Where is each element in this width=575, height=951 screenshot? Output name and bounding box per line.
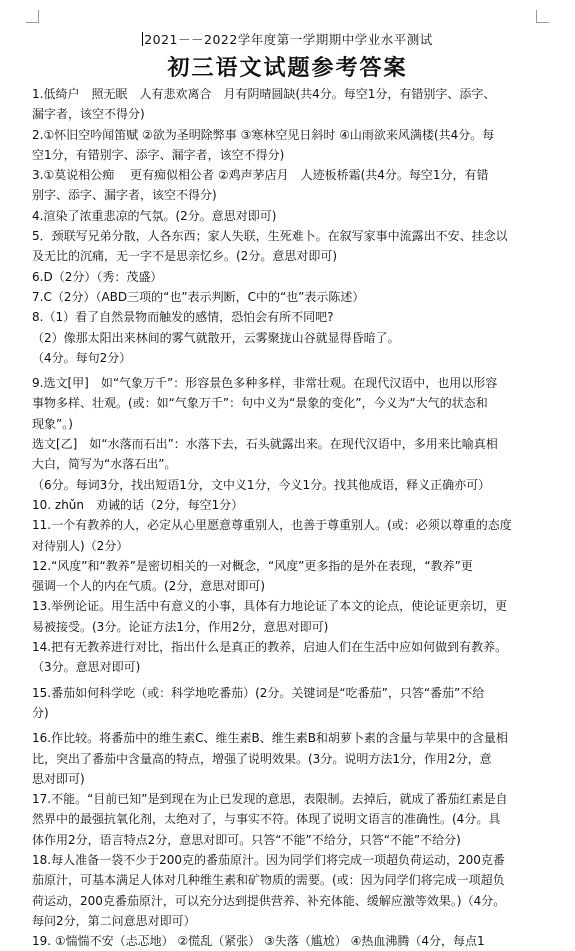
answer-line: 及无比的沉痛，无一字不是思亲忆乡。(2分。意思对即可) — [32, 249, 338, 264]
answer-line: 别字、添字、漏字者，该空不得分) — [32, 188, 217, 203]
answer-line: 7.C（2分）（ABD三项的“也”表示判断，C中的“也”表示陈述） — [32, 289, 365, 304]
exam-header — [0, 30, 575, 48]
answer-line: 12.“风度”和“教养”是密切相关的一对概念，“风度”更多指的是外在表现，“教养”更 — [32, 558, 473, 573]
answer-line: 体作用2分，语言特点2分，意思对即可。只答“不能”不给分，只答“不能”不给分) — [32, 832, 461, 847]
answer-line: 1.低绮户 照无眠 人有悲欢离合 月有阴晴圆缺(共4分。每空1分，有错别字、添字、 — [32, 87, 496, 101]
answer-line: 空1分，有错别字、添字、漏字者，该空不得分) — [32, 147, 285, 162]
answer-line: 每问2分，第二问意思对即可） — [32, 913, 196, 928]
page-title: 初三语文试题参考答案 — [167, 55, 408, 81]
answer-line: 6.D（2分）（秀：茂盛） — [32, 269, 163, 284]
answer-line: 17.不能。“目前已知”是到现在为止已发现的意思，表限制。去掉后，就成了番茄红素是自 — [32, 792, 508, 807]
answer-line: 13.举例论证。用生活中有意义的小事，具体有力地论证了本文的论点，使论证更亲切，更 — [32, 599, 508, 614]
answer-line: 10. zhǔn 劝诫的话（2分，每空1分） — [32, 497, 244, 512]
answer-line: 9.选文[甲] 如“气象万千”：形容景色多种多样，非常壮观。在现代汉语中，也用以形容 — [32, 376, 498, 391]
answer-line: 比，突出了番茄中含量高的特点，增强了说明效果。(3分。说明方法1分，作用2分，意 — [32, 751, 492, 766]
answer-line: 2.①怀旧空吟闻笛赋 ②欲为圣明除弊事 ③寒林空见日斜时 ④山雨欲来风满楼(共4分。每 — [32, 127, 495, 142]
answer-line: 18.每人准备一袋不少于200克的番茄原汁。因为同学们将完成一项超负荷运动，200克番 — [32, 852, 505, 867]
answer-line: 19. ①惴惴不安（忐忑地） ②慌乱（紧张） ③失落（尴尬） ④热血沸腾（4分，每点1 — [32, 934, 485, 949]
answer-line: 16.作比较。将番茄中的维生素C、维生素B、维生素B和胡萝卜素的含量与苹果中的含量相 — [32, 731, 508, 746]
answer-line: （6分。每词3分，找出短语1分，文中义1分，今义1分。找其他成语，释义正确亦可） — [32, 477, 491, 492]
answer-line: （4分。每句2分） — [32, 350, 132, 365]
answer-line: 茄原汁，可基本满足人体对几种维生素和矿物质的需要。(或：因为同学们将完成一项超负 — [32, 873, 505, 888]
answer-line: 选文[乙] 如“水落而石出”：水落下去，石头就露出来。在现代汉语中，多用来比喻真相 — [32, 437, 498, 452]
answer-line: 3.①莫说相公痴 更有痴似相公者 ②鸡声茅店月 人迹板桥霜(共4分。每空1分，有错 — [32, 168, 489, 183]
answer-line: 分) — [32, 705, 49, 720]
answer-line: 15.番茄如何科学吃（或：科学地吃番茄）(2分。关键词是“吃番茄”，只答“番茄”不给 — [32, 685, 485, 700]
answer-line: （3分。意思对即可) — [32, 660, 141, 675]
crop-mark-top-left — [26, 10, 39, 23]
answer-line: 14.把有无教养进行对比，指出什么是真正的教养，启迪人们在生活中应如何做到有教养。 — [32, 640, 508, 655]
answer-line: 强调一个人的内在气质。(2分，意思对即可) — [32, 579, 265, 594]
answer-line: 事物多样、壮观。(或：如“气象万千”：句中义为“景象的变化”，今义为“大气的状态和 — [32, 396, 488, 411]
crop-mark-top-right — [536, 10, 549, 23]
answer-line: 思对即可) — [32, 771, 85, 786]
answer-line: 5．颈联写兄弟分散，人各东西；家人失联，生死难卜。在叙写家事中流露出不安、挂念以 — [32, 229, 508, 244]
answer-line: 11.一个有教养的人，必定从心里愿意尊重别人，也善于尊重别人。(或：必须以尊重的态度 — [32, 518, 512, 533]
answer-line: （2）像那太阳出来林间的雾气就散开，云雾聚拢山谷就显得昏暗了。 — [32, 330, 400, 345]
exam-header-text: 2021－－2022学年度第一学期期中学业水平测试 — [144, 32, 433, 47]
answer-line: 漏字者，该空不得分) — [32, 107, 145, 122]
answer-line: 荷运动，200克番茄原汁，可以充分达到提供营养、补充体能、缓解应激等效果。)（4分。 — [32, 893, 506, 908]
answer-line: 然界中的最强抗氧化剂，太绝对了，与事实不符。体现了说明文语言的准确性。(4分。具 — [32, 812, 501, 827]
answer-line: 8.（1）看了自然景物而触发的感情，恐怕会有所不同吧? — [32, 310, 334, 325]
answer-line: 现象”。) — [32, 416, 73, 431]
answer-line: 大白，简写为“水落石出”。 — [32, 457, 177, 472]
answer-line: 4.渲染了浓重悲凉的气氛。(2分。意思对即可) — [32, 208, 277, 223]
answer-line: 易被接受。(3分。论证方法1分，作用2分，意思对即可) — [32, 619, 329, 634]
answer-body — [32, 84, 552, 951]
answer-line: 对待别人)（2分） — [32, 538, 129, 553]
